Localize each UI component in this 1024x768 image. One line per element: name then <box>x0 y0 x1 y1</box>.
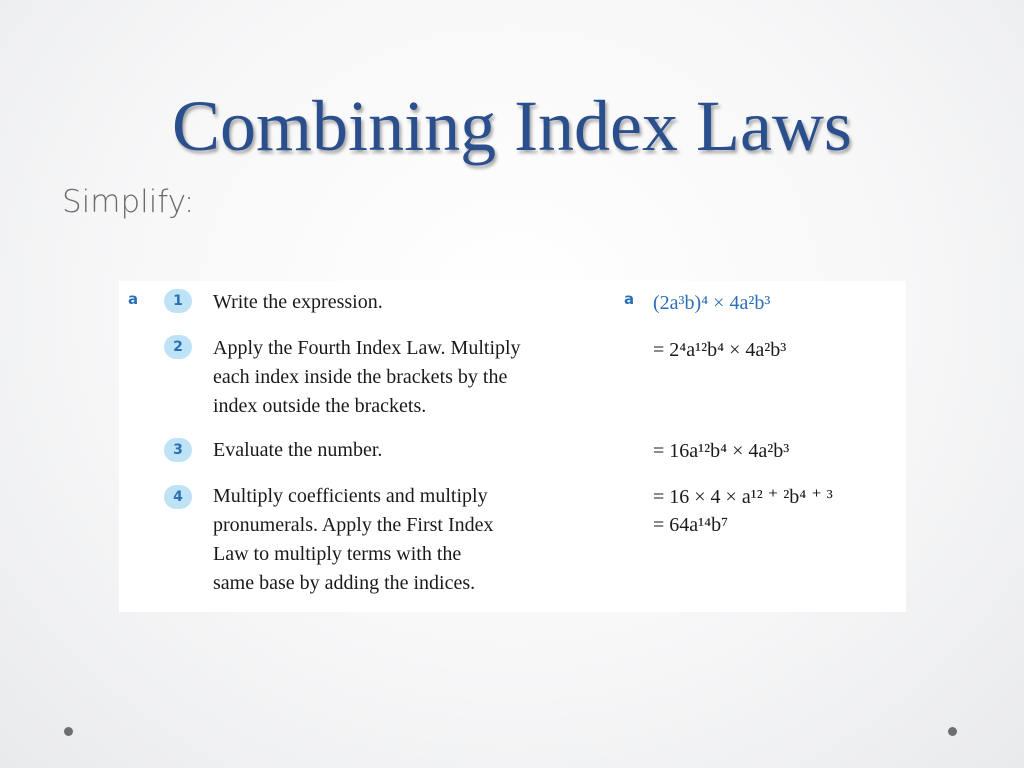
step-1-line-1: Write the expression. <box>213 291 383 313</box>
slide-title: Combining Index Laws <box>172 86 852 166</box>
working-line-2: = 2⁴a¹²b⁴ × 4a²b³ <box>653 339 787 361</box>
step-4-line-3: Law to multiply terms with the <box>213 543 462 565</box>
step-2-line-2: each index inside the brackets by the <box>213 366 508 388</box>
step-4-badge: 4 <box>164 485 192 509</box>
step-4-line-2: pronumerals. Apply the First Index <box>213 514 494 536</box>
step-3-text <box>213 436 603 465</box>
worked-example-panel <box>119 281 906 612</box>
step-4-line-4: same base by adding the indices. <box>213 572 476 594</box>
step-1-text <box>213 288 603 317</box>
footer-dot-right-icon <box>948 727 957 736</box>
footer-dot-left-icon <box>64 727 73 736</box>
step-4-text <box>213 482 603 598</box>
part-label: a <box>128 290 139 308</box>
step-2-text <box>213 334 603 421</box>
working-line-3: = 16a¹²b⁴ × 4a²b³ <box>653 440 790 462</box>
step-4-line-1: Multiply coefficients and multiply <box>213 485 488 507</box>
working-line-1: (2a³b)⁴ × 4a²b³ <box>653 292 771 314</box>
answer-part-label: a <box>624 290 635 308</box>
working-line-4: = 16 × 4 × a¹² ⁺ ²b⁴ ⁺ ³ <box>653 486 833 508</box>
step-2-line-1: Apply the Fourth Index Law. Multiply <box>213 337 521 359</box>
step-2-badge: 2 <box>164 335 192 359</box>
step-1-badge: 1 <box>164 289 192 313</box>
step-2-line-3: index outside the brackets. <box>213 395 427 417</box>
step-3-badge: 3 <box>164 438 192 462</box>
step-3-line-1: Evaluate the number. <box>213 439 383 461</box>
slide-subtitle: Simplify: <box>62 184 195 220</box>
working-line-5: = 64a¹⁴b⁷ <box>653 514 729 536</box>
